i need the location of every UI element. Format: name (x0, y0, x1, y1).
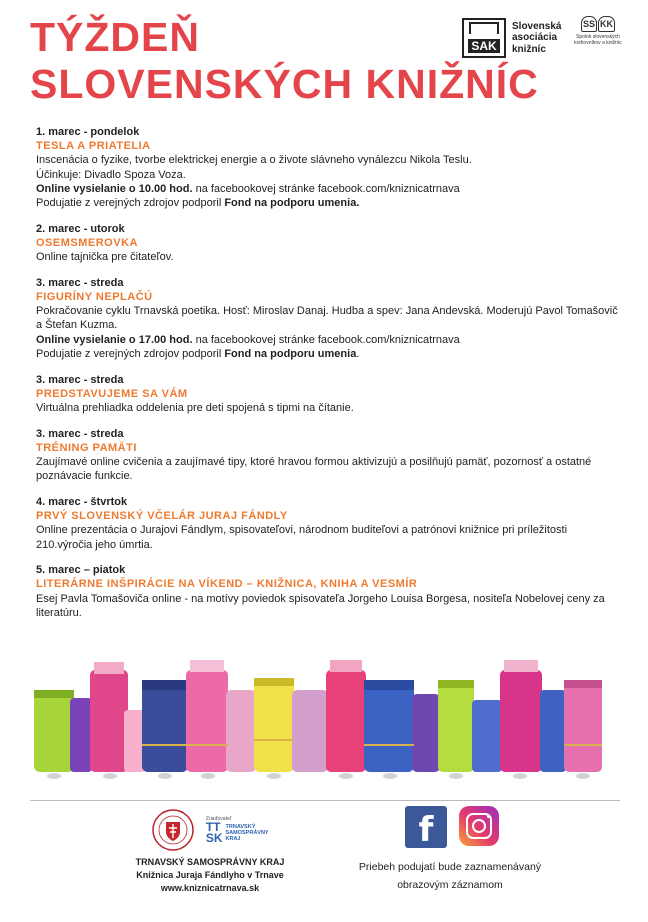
books-illustration (30, 650, 620, 785)
event-date: 2. marec - utorok (36, 222, 125, 235)
event-performer: Účinkuje: Divadlo Spoza Voza. (36, 168, 186, 181)
book-shelf (34, 660, 602, 772)
event-online-info (36, 182, 626, 196)
event-item (36, 495, 626, 552)
event-online-time: Online vysielanie o 17.00 hod. (36, 333, 193, 346)
event-support-text: Podujatie z verejných zdrojov podporil (36, 197, 225, 210)
footer-org-text (120, 856, 300, 895)
tsk-name-line3: KRAJ (225, 836, 241, 842)
sskk-name (573, 34, 623, 46)
event-online-info (36, 333, 626, 347)
sskk-mark-left: SS (581, 16, 597, 32)
event-date: 3. marec - streda (36, 427, 124, 440)
tsk-name-line2: SAMOSPRÁVNY (225, 830, 269, 836)
event-name: LITERÁRNE INŠPIRÁCIE NA VÍKEND – KNIŽNICA, KNIHA A VESMÍR (36, 578, 418, 591)
event-name: PRVÝ SLOVENSKÝ VČELÁR JURAJ FÁNDLY (36, 510, 288, 523)
sskk-logo (573, 16, 623, 46)
event-date: 4. marec - štvrtok (36, 495, 128, 508)
tsk-letters-bottom: SK (205, 831, 223, 845)
social-links (405, 806, 499, 848)
title-line-2: SLOVENSKÝCH KNIŽNÍC (30, 61, 539, 107)
sak-name-line2: asociácia (512, 32, 558, 44)
event-name: FIGURÍNY NEPLAČÚ (36, 291, 153, 304)
event-description: Online tajnička pre čitateľov. (36, 251, 174, 264)
event-support-fund: Fond na podporu umenia (224, 347, 357, 360)
event-description: Esej Pavla Tomašoviča online - na motívy poviedok spisovateľa Jorgeho Louisa Borgesa, nositeľa Nobelovej ceny za literatúru. (36, 592, 605, 619)
tsk-name-line1: TRNAVSKÝ (225, 824, 256, 830)
event-name: TESLA A PRIATELIA (36, 140, 151, 153)
tsk-small-label: Zriaďovateľ (205, 816, 232, 822)
event-support-fund: Fond na podporu umenia. (224, 197, 360, 210)
event-item (36, 373, 626, 416)
event-item (36, 125, 626, 210)
sak-name (512, 21, 561, 56)
recording-note: Priebeh podujatí bude zaznamenávaný obrazovým záznamom (358, 861, 542, 891)
title-line-1: TÝŽDEŇ (30, 14, 200, 60)
event-date: 1. marec - pondelok (36, 126, 140, 138)
event-support (36, 196, 626, 210)
tsk-name (226, 824, 269, 842)
event-description: Online prezentácia o Jurajovi Fándlym, spisovateľovi, národnom buditeľovi a patrónovi knižnice pri príležitosti 210.výročia jeho úmrtia. (36, 524, 568, 551)
sskk-name-line1: Spolok slovenských (576, 34, 620, 40)
event-date: 5. marec – piatok (36, 564, 126, 577)
facebook-icon[interactable]: f (405, 806, 447, 848)
event-description: Inscenácia o fyzike, tvorbe elektrickej energie a o živote slávneho vynálezcu Nikola Teslu. (36, 154, 472, 167)
sskk-name-line2: knihovníkov a knižníc (574, 40, 622, 46)
event-list (36, 125, 626, 632)
event-support (36, 347, 626, 361)
tsk-letters (206, 822, 223, 844)
footer-divider (30, 800, 620, 801)
footer-org-line1: TRNAVSKÝ SAMOSPRÁVNY KRAJ (135, 857, 285, 867)
event-description: Zaujímavé online cvičenia a zaujímavé tipy, ktoré hravou formou aktivizujú a posilňujú pamäť, pozornosť a ostatné poznávacie funkcie. (36, 456, 592, 483)
tsk-logo (206, 816, 269, 844)
tsk-letters-top: TT (205, 820, 221, 834)
event-name: OSEMSMEROVKA (36, 236, 138, 249)
event-online-time: Online vysielanie o 10.00 hod. (36, 182, 193, 195)
sskk-mark-right: KK (598, 16, 615, 32)
event-online-link: na facebookovej stránke facebook.com/kniznicatrnava (192, 333, 460, 346)
event-description: Virtuálna prehliadka oddelenia pre deti spojená s tipmi na čítanie. (36, 401, 354, 414)
instagram-icon[interactable] (459, 806, 499, 846)
event-support-end: . (356, 347, 360, 360)
event-support-text: Podujatie z verejných zdrojov podporil (36, 347, 225, 360)
event-item (36, 563, 626, 620)
event-item (36, 427, 626, 484)
event-item (36, 222, 626, 265)
footer-website-link[interactable]: www.kniznicatrnava.sk (160, 883, 260, 893)
event-date: 3. marec - streda (36, 276, 124, 289)
book-feet (47, 773, 590, 779)
sak-abbr: SAK (468, 39, 499, 53)
sak-house-icon (462, 18, 506, 58)
event-item (36, 276, 626, 361)
event-date: 3. marec - streda (36, 373, 124, 386)
sak-logo (462, 18, 561, 58)
sak-name-line1: Slovenská (512, 20, 562, 32)
footer-organization (120, 808, 300, 895)
sskk-books-icon (573, 16, 623, 32)
library-crest-icon (151, 808, 195, 852)
event-name: TRÉNING PAMÄTI (36, 441, 137, 454)
footer-org-line2: Knižnica Juraja Fándlyho v Trnave (136, 870, 284, 880)
sak-name-line3: knižníc (512, 43, 546, 55)
event-name: PREDSTAVUJEME SA VÁM (36, 387, 188, 400)
event-online-link: na facebookovej stránke facebook.com/kniznicatrnava (192, 182, 460, 195)
event-description: Pokračovanie cyklu Trnavská poetika. Hosť: Miroslav Danaj. Hudba a spev: Jana Andevská. Moderujú Pavol Tomašovič a Štefan Kuzma. (36, 305, 618, 332)
